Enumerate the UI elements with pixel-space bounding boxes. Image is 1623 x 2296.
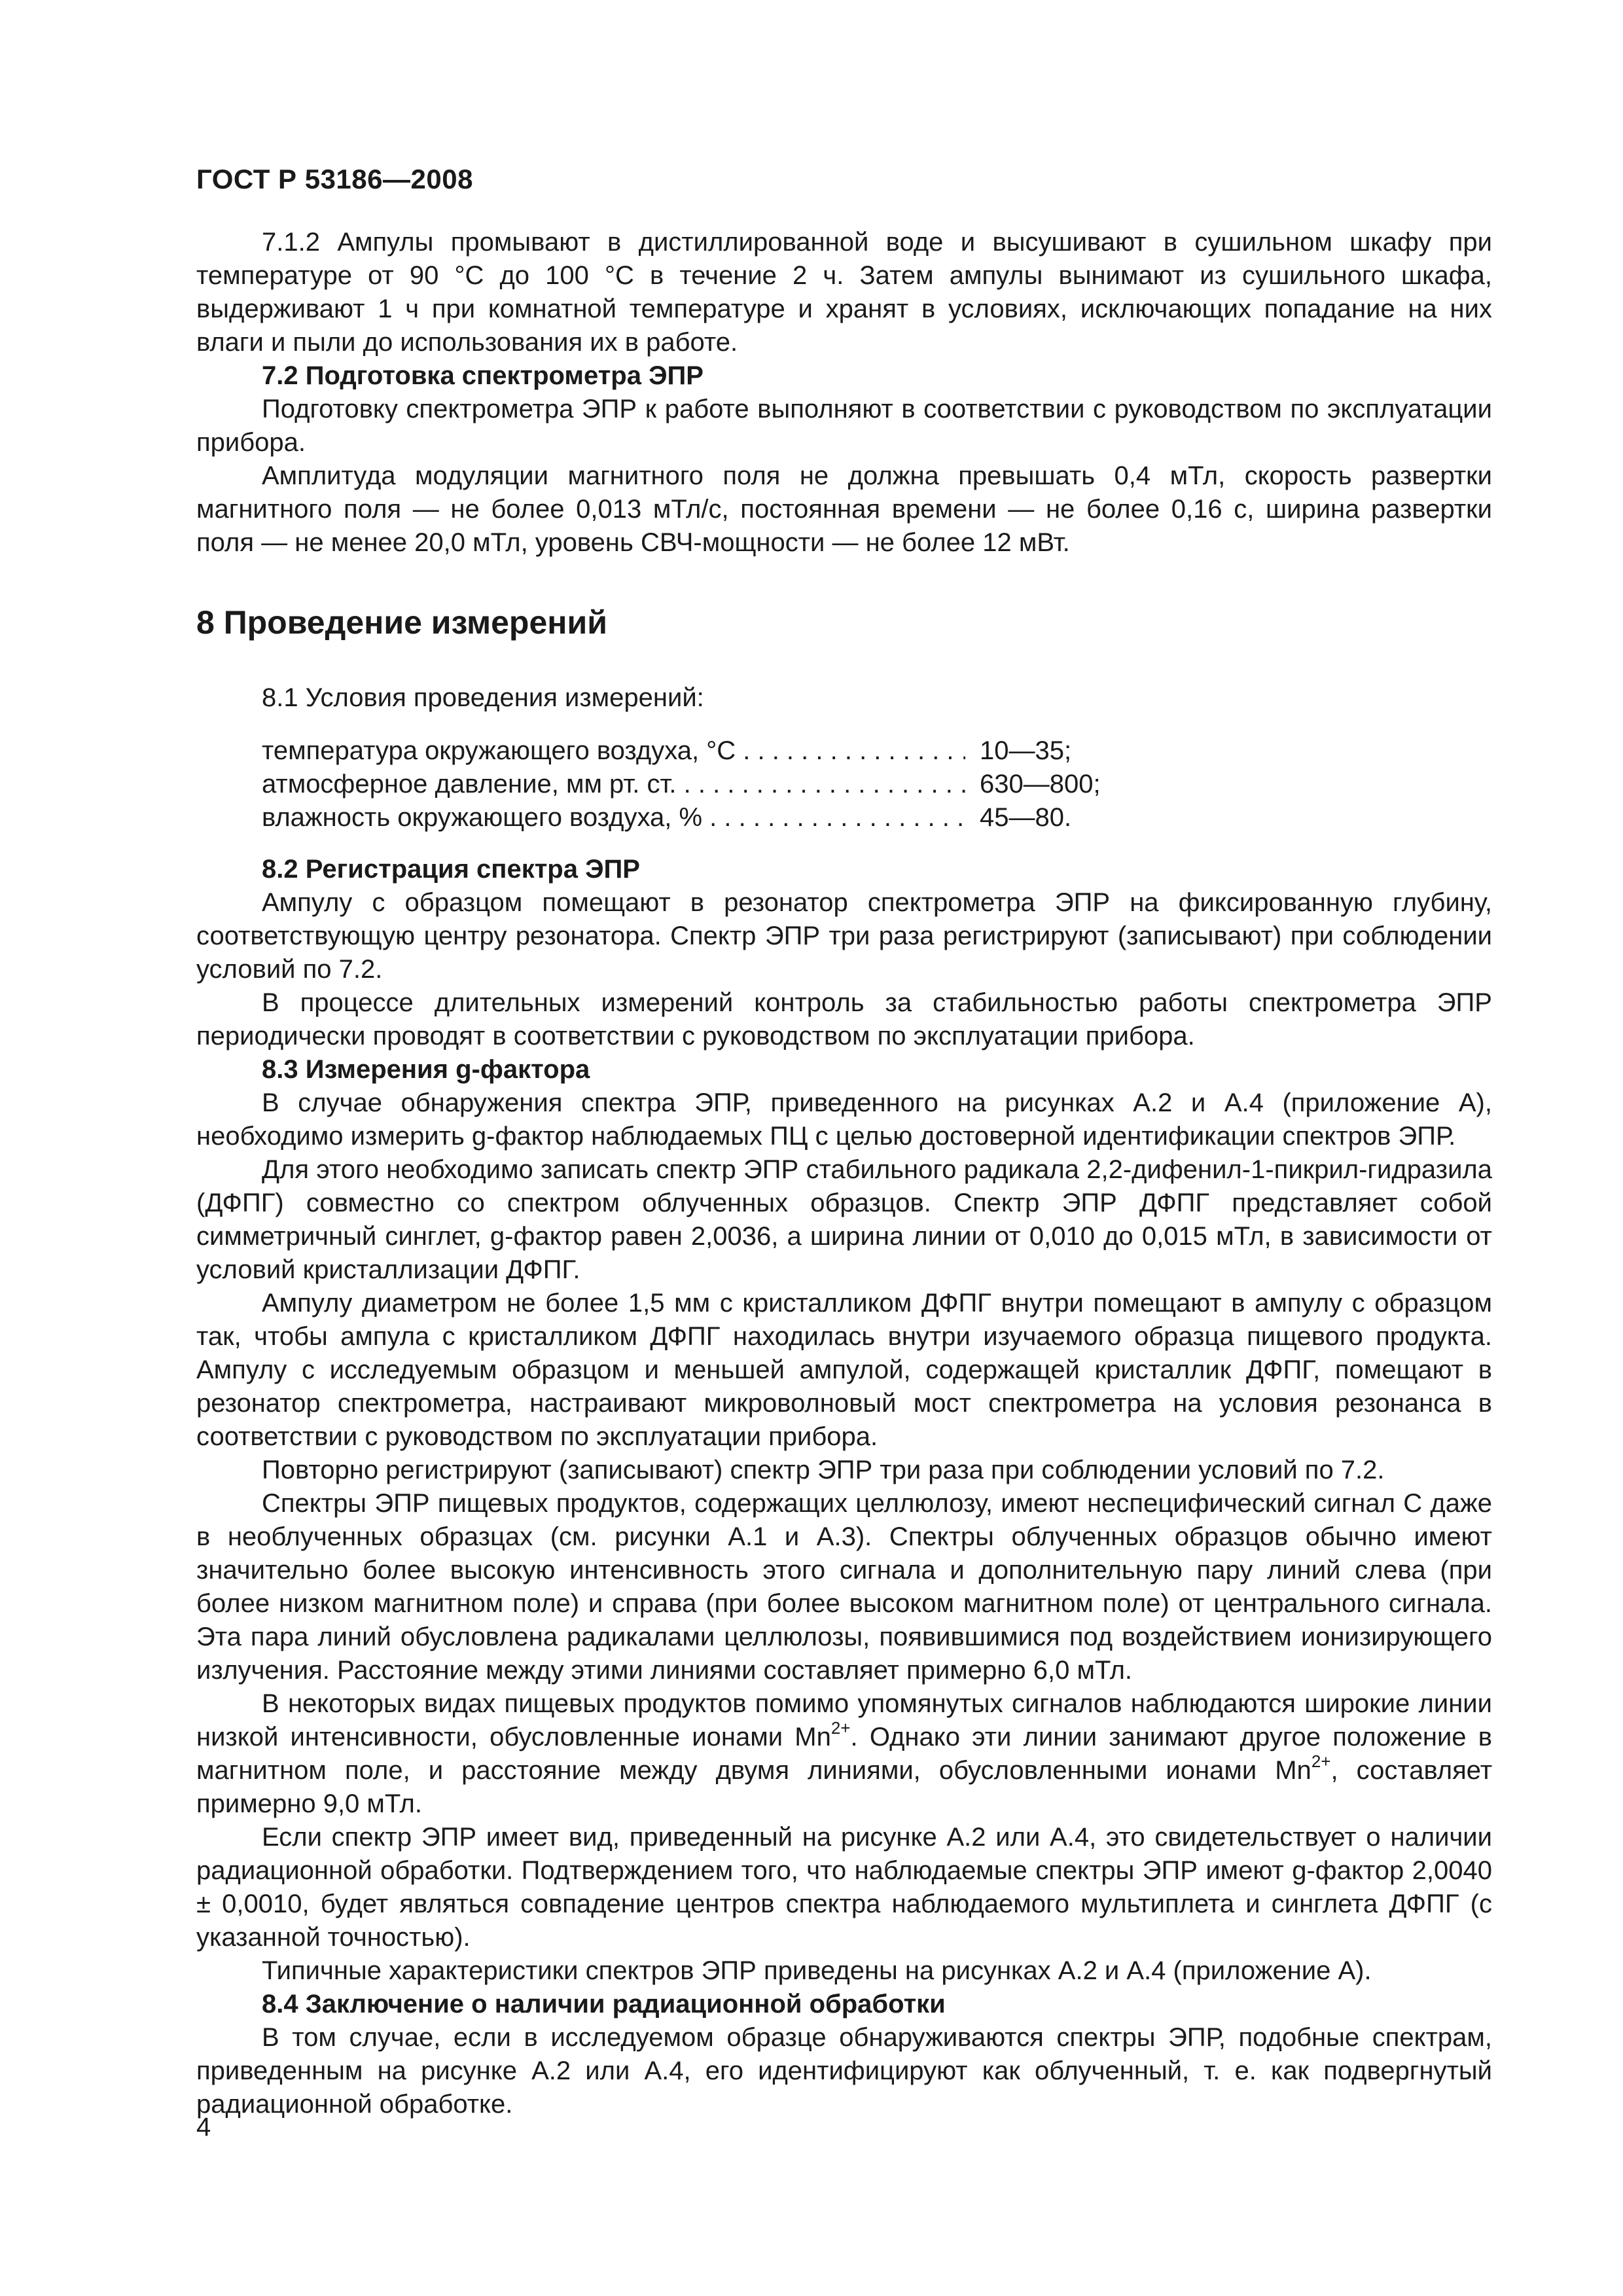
body-text bbox=[196, 226, 1492, 2121]
paragraph-8-4: В том случае, если в исследуемом образце обнаруживаются спектры ЭПР, подобные спектрам, приведенным на рисунке А.2 или А.4, его идентифицируют как облученный, т. е. как подвергнутый радиационной обработке. bbox=[196, 2023, 1492, 2119]
condition-label: влажность окружающего воздуха, % . . . bbox=[262, 801, 965, 834]
conditions-list bbox=[262, 734, 1492, 834]
heading-8-2: 8.2 Регистрация спектра ЭПР bbox=[262, 855, 640, 884]
condition-label: атмосферное давление, мм рт. ст. . . . bbox=[262, 768, 965, 801]
heading-7-2: 7.2 Подготовка спектрометра ЭПР bbox=[262, 361, 704, 390]
superscript: 2+ bbox=[1311, 1751, 1331, 1771]
text-run: , составляет примерно 9,0 мТл. bbox=[196, 1756, 1493, 1818]
paragraph-8-3-c: Ампулу диаметром не более 1,5 мм с кристалликом ДФПГ внутри помещают в ампулу с образцом так, чтобы ампула с кристалликом ДФПГ находилась внутри изучаемого образца пищевого продукта. Ампулу с исследуемым образцом и меньшей ампулой, содержащей кристаллик ДФПГ, помещают в резонатор спектрометра, настраивают микроволновый мост спектрометра на условия резонанса в соответствии с руководством по эксплуатации прибора. bbox=[196, 1289, 1492, 1451]
text-run: . Однако эти линии занимают другое положение в магнитном поле, и расстояние между двумя линиями, обусловленными ионами Mn bbox=[196, 1723, 1493, 1785]
paragraph-8-3-b: Для этого необходимо записать спектр ЭПР стабильного радикала 2,2-дифенил-1-пикрил-гидразила (ДФПГ) совместно со спектром облученных образцов. Спектр ЭПР ДФПГ представляет собой симметричный синглет, g-фактор равен 2,0036, а ширина линии от 0,010 до 0,015 мТл, в зависимости от условий кристаллизации ДФПГ. bbox=[196, 1155, 1492, 1284]
paragraph-8-2-a: Ампулу с образцом помещают в резонатор спектрометра ЭПР на фиксированную глубину, соответствующую центру резонатора. Спектр ЭПР три раза регистрируют (записывают) при соблюдении условий по 7.2. bbox=[196, 888, 1492, 984]
paragraph-7-2-a: Подготовку спектрометра ЭПР к работе выполняют в соответствии с руководством по эксплуатации прибора. bbox=[196, 395, 1492, 457]
paragraph-8-3-f bbox=[196, 1687, 1492, 1821]
superscript: 2+ bbox=[830, 1717, 851, 1738]
condition-value: 630—800; bbox=[980, 770, 1101, 798]
paragraph-8-1: 8.1 Условия проведения измерений: bbox=[262, 683, 704, 712]
paragraph-7-1-2: 7.1.2 Ампулы промывают в дистиллированной воде и высушивают в сушильном шкафу при температуре от 90 °С до 100 °С в течение 2 ч. Затем ампулы вынимают из сушильного шкафа, выдерживают 1 ч при комнатной температуре и хранят в условиях, исключающих попадание на них влаги и пыли до использования их в работе. bbox=[196, 228, 1492, 357]
paragraph-8-3-g: Если спектр ЭПР имеет вид, приведенный на рисунке А.2 или А.4, это свидетельствует о наличии радиационной обработки. Подтверждением того, что наблюдаемые спектры ЭПР имеют g-фактор 2,0040 ± 0,0010, будет являться совпадение центров спектра наблюдаемого мультиплета и синглета ДФПГ (с указанной точностью). bbox=[196, 1823, 1492, 1952]
paragraph-8-3-h: Типичные характеристики спектров ЭПР приведены на рисунках А.2 и А.4 (приложение А). bbox=[262, 1956, 1372, 1985]
condition-row bbox=[262, 734, 1492, 768]
paragraph-8-3-a: В случае обнаружения спектра ЭПР, приведенного на рисунках А.2 и А.4 (приложение А), необходимо измерить g-фактор наблюдаемых ПЦ с целью достоверной идентификации спектров ЭПР. bbox=[196, 1088, 1492, 1151]
text-run: В некоторых видах пищевых продуктов помимо упомянутых сигналов наблюдаются широкие линии низкой интенсивности, обусловленные ионами Mn bbox=[196, 1689, 1492, 1751]
paragraph-7-2-b: Амплитуда модуляции магнитного поля не должна превышать 0,4 мТл, скорость развертки магнитного поля — не более 0,013 мТл/с, постоянная времени — не более 0,16 с, ширина развертки поля — не менее 20,0 мТл, уровень СВЧ-мощности — не более 12 мВт. bbox=[196, 461, 1492, 557]
condition-row bbox=[262, 801, 1492, 834]
condition-label: температура окружающего воздуха, °С . . . bbox=[262, 734, 965, 768]
condition-value: 10—35; bbox=[980, 736, 1072, 765]
page-number: 4 bbox=[196, 2113, 211, 2142]
paragraph-8-3-d: Повторно регистрируют (записывают) спектр ЭПР три раза при соблюдении условий по 7.2. bbox=[262, 1456, 1385, 1484]
condition-value: 45—80. bbox=[980, 803, 1072, 832]
condition-row bbox=[262, 768, 1492, 801]
heading-8-4: 8.4 Заключение о наличии радиационной обработки bbox=[262, 1990, 946, 2018]
heading-8-3: 8.3 Измерения g-фактора bbox=[262, 1055, 590, 1084]
paragraph-8-3-e: Спектры ЭПР пищевых продуктов, содержащих целлюлозу, имеют неспецифический сигнал С даже в необлученных образцах (см. рисунки А.1 и А.3). Спектры облученных образцов обычно имеют значительно более высокую интенсивность этого сигнала и дополнительную пару линий слева (при более низком магнитном поле) и справа (при более высоком магнитном поле) от центрального сигнала. Эта пара линий обусловлена радикалами целлюлозы, появившимися под воздействием ионизирующего излучения. Расстояние между этими линиями составляет примерно 6,0 мТл. bbox=[196, 1489, 1492, 1685]
paragraph-8-2-b: В процессе длительных измерений контроль за стабильностью работы спектрометра ЭПР периодически проводят в соответствии с руководством по эксплуатации прибора. bbox=[196, 988, 1492, 1050]
section-heading-8: 8 Проведение измерений bbox=[196, 604, 607, 641]
running-header: ГОСТ Р 53186—2008 bbox=[196, 164, 473, 194]
